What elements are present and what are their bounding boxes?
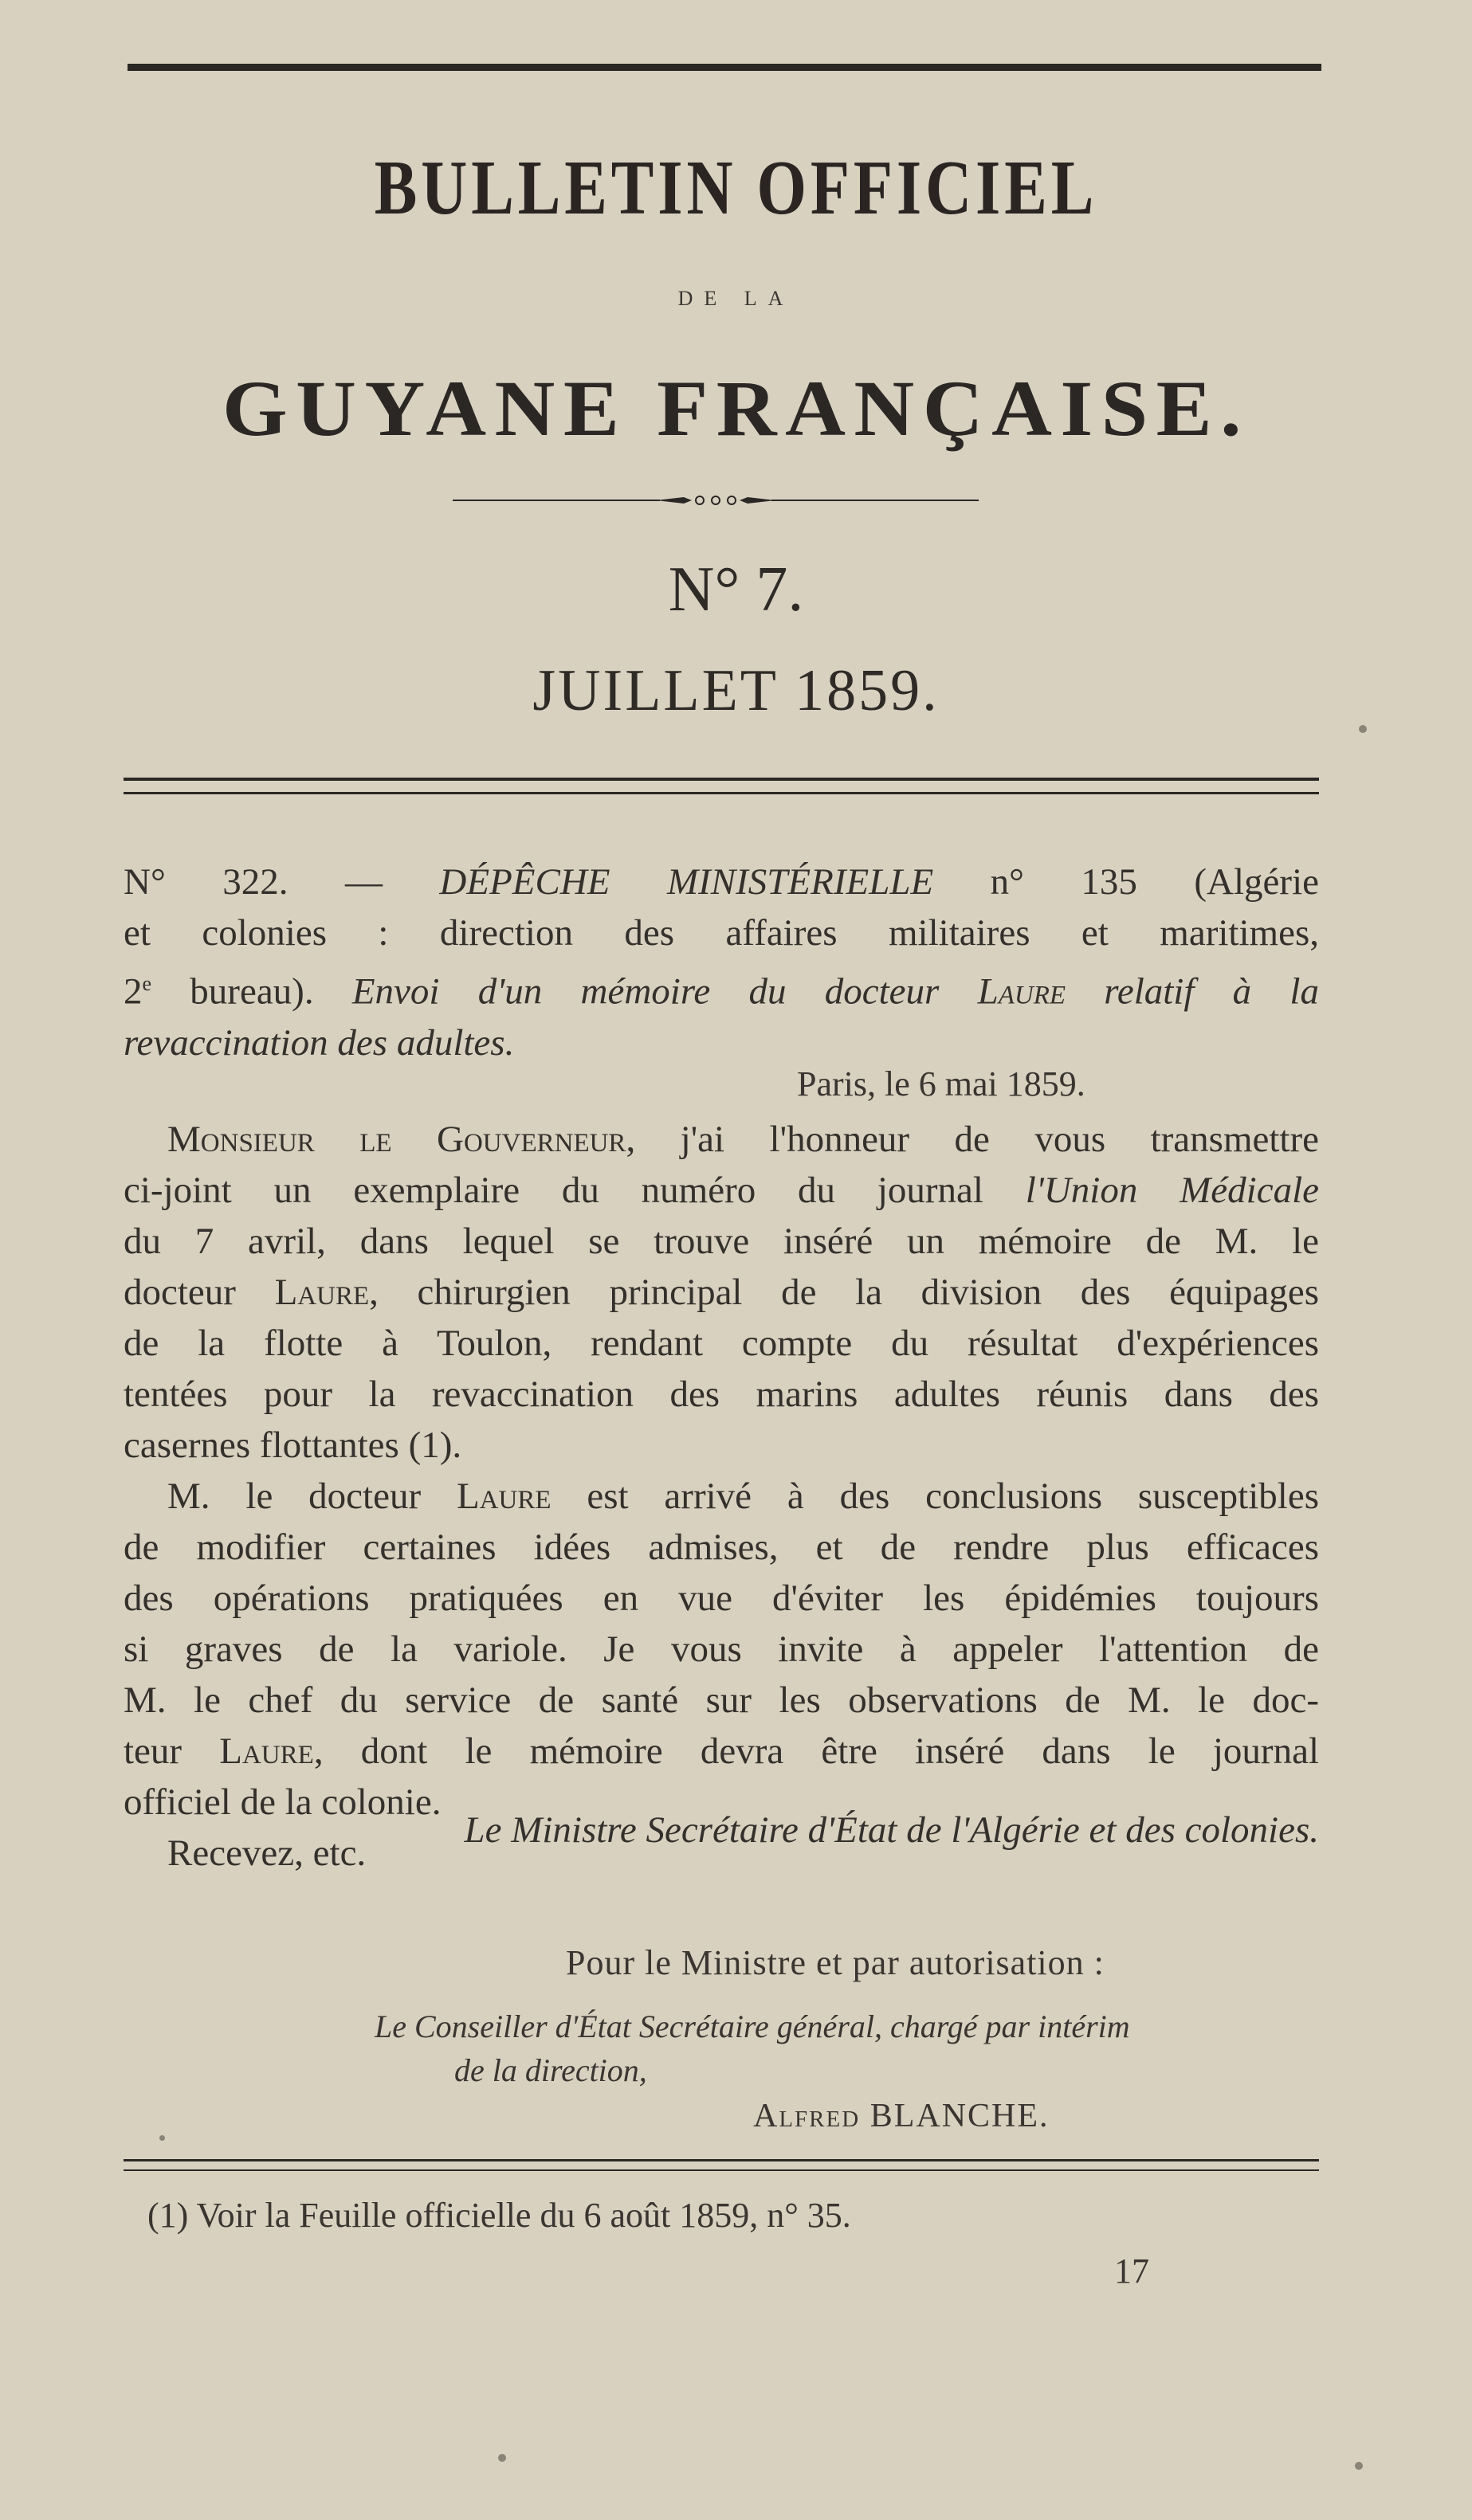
p2-line1-name: Laure	[456, 1476, 552, 1517]
heading-l3it: Envoi d'un mémoire du docteur	[351, 970, 978, 1013]
header-double-rule	[124, 778, 1319, 794]
heading-l3sup: e	[142, 972, 152, 995]
speck	[1355, 2462, 1363, 2470]
signer-last: BLANCHE.	[860, 2098, 1050, 2134]
p2-line4: si graves de la variole. Je vous invite à appeler l'attention de	[124, 1628, 1319, 1670]
heading-line2: et colonies : direction des affaires militaires et maritimes,	[124, 912, 1319, 954]
p2-line3: des opérations pratiquées en vue d'éviter les épidémies toujours	[124, 1577, 1319, 1619]
article-heading	[124, 856, 1319, 1068]
heading-rest: n° 135 (Algérie	[933, 861, 1319, 903]
heading-l3it2: relatif à la	[1066, 970, 1319, 1013]
conseiller-line: Le Conseiller d'État Secrétaire général, chargé par intérim	[375, 2009, 1130, 2044]
closing-formula: Recevez, etc.	[167, 1832, 367, 1874]
heading-num: N° 322. —	[124, 861, 440, 903]
heading-title: DÉPÊCHE MINISTÉRIELLE	[439, 861, 934, 903]
signer-name	[753, 2097, 1050, 2135]
p1-line4b: , chirurgien principal de la division des équipages	[369, 1272, 1319, 1313]
p2-line6-name: Laure	[219, 1730, 314, 1772]
footnote: (1) Voir la Feuille officielle du 6 août 1859, n° 35.	[147, 2196, 851, 2235]
p2-line6b: , dont le mémoire devra être inséré dans le journal	[313, 1730, 1319, 1772]
p2-line1a: M. le docteur	[167, 1476, 457, 1517]
authorization-line: Pour le Ministre et par autorisation :	[566, 1943, 1105, 1982]
issue-number: N° 7.	[668, 555, 804, 625]
p1-line4-name: Laure	[274, 1272, 370, 1313]
top-rule	[128, 64, 1321, 71]
p1-line4a: docteur	[124, 1272, 275, 1313]
speck	[159, 2135, 165, 2141]
salutation: Monsieur le Gouverneur	[167, 1119, 626, 1160]
p1-line2: ci-joint un exemplaire du numéro du journal	[124, 1170, 1026, 1211]
masthead-de-la: DE LA	[677, 287, 795, 310]
signoff: Le Ministre Secrétaire d'État de l'Algérie et des colonies.	[464, 1809, 1319, 1851]
page-number: 17	[1114, 2252, 1149, 2291]
issue-date: JUILLET 1859.	[532, 658, 940, 723]
p1-line6: tentées pour la revaccination des marins adultes réunis dans des	[124, 1374, 1319, 1415]
speck	[1359, 725, 1367, 733]
p1-line1: , j'ai l'honneur de vous transmettre	[626, 1119, 1319, 1160]
p2-line1b: est arrivé à des conclusions susceptibles	[551, 1476, 1320, 1517]
p2-line5: M. le chef du service de santé sur les observations de M. le doc-	[124, 1679, 1319, 1721]
journal-name: l'Union Médicale	[1025, 1170, 1319, 1211]
footnote-rule	[124, 2159, 1319, 2171]
p1-line7: casernes flottantes (1).	[124, 1425, 462, 1466]
speck	[498, 2454, 506, 2462]
heading-l3sc: Laure	[977, 970, 1066, 1013]
masthead-subtitle: GUYANE FRANÇAISE.	[222, 364, 1250, 453]
signer-first: Alfred	[753, 2098, 861, 2134]
direction-line: de la direction,	[454, 2052, 647, 2088]
p2-line7: officiel de la colonie.	[124, 1781, 442, 1823]
heading-line4: revaccination des adultes.	[124, 1021, 515, 1064]
masthead-title: BULLETIN OFFICIEL	[374, 145, 1098, 231]
ornament-divider	[453, 494, 979, 507]
p2-line2: de modifier certaines idées admises, et de rendre plus efficaces	[124, 1527, 1319, 1568]
article-body	[124, 1114, 1319, 1879]
p1-line3: du 7 avril, dans lequel se trouve inséré un mémoire de M. le	[124, 1221, 1319, 1262]
p2-line6a: teur	[124, 1730, 220, 1772]
place-date: Paris, le 6 mai 1859.	[797, 1064, 1085, 1103]
heading-l3b: bureau).	[151, 970, 352, 1013]
heading-l3a: 2	[124, 970, 143, 1013]
p1-line5: de la flotte à Toulon, rendant compte du résultat d'expériences	[124, 1323, 1319, 1364]
